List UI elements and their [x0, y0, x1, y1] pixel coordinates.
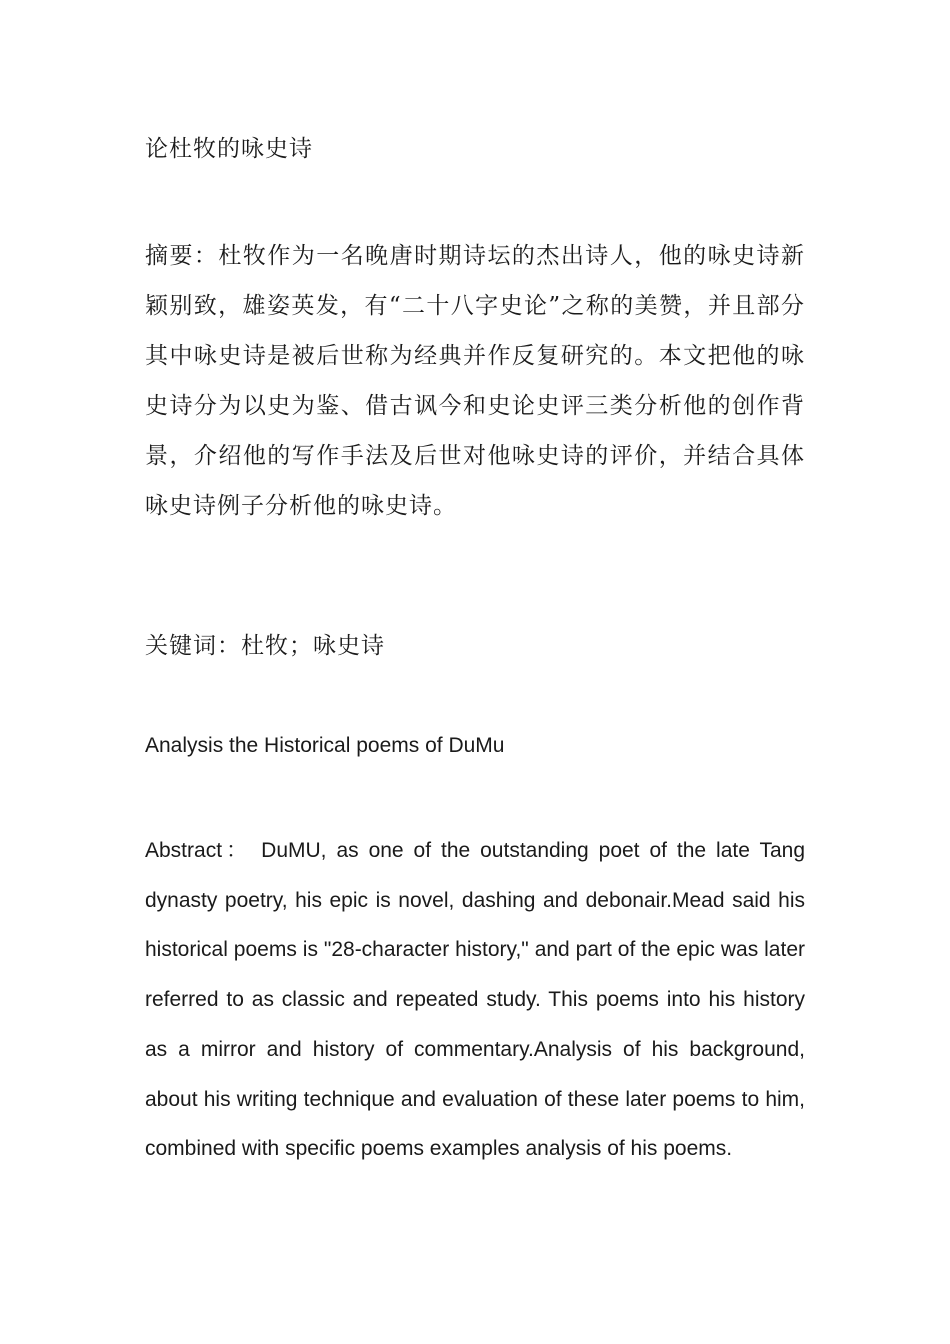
chinese-abstract: 摘要：杜牧作为一名晚唐时期诗坛的杰出诗人，他的咏史诗新颖别致，雄姿英发，有“二十八字史论”之称的美赞，并且部分其中咏史诗是被后世称为经典并作反复研究的。本文把他的咏史诗分为以史为鉴、借古讽今和史论史评三类分析他的创作背景，介绍他的写作手法及后世对他咏史诗的评价，并结合具体咏史诗例子分析他的咏史诗。 — [145, 243, 805, 519]
chinese-keywords: 关键词：杜牧；咏史诗 — [145, 633, 385, 659]
english-abstract: Abstract： DuMU, as one of the outstanding poet of the late Tang dynasty poetry, his epic is novel, dashing and debonair.Mead said his historical poems is "28-character history," and part of the epic was later referred to as classic and repeated study. This poems into his history as a mirror and history of commentary.Analysis of his background, about his writing technique and evaluation of these later poems to him, combined with specific poems examples analysis of his poems. — [145, 839, 805, 1161]
chinese-title: 论杜牧的咏史诗 — [145, 136, 313, 162]
english-title: Analysis the Historical poems of DuMu — [145, 734, 505, 757]
